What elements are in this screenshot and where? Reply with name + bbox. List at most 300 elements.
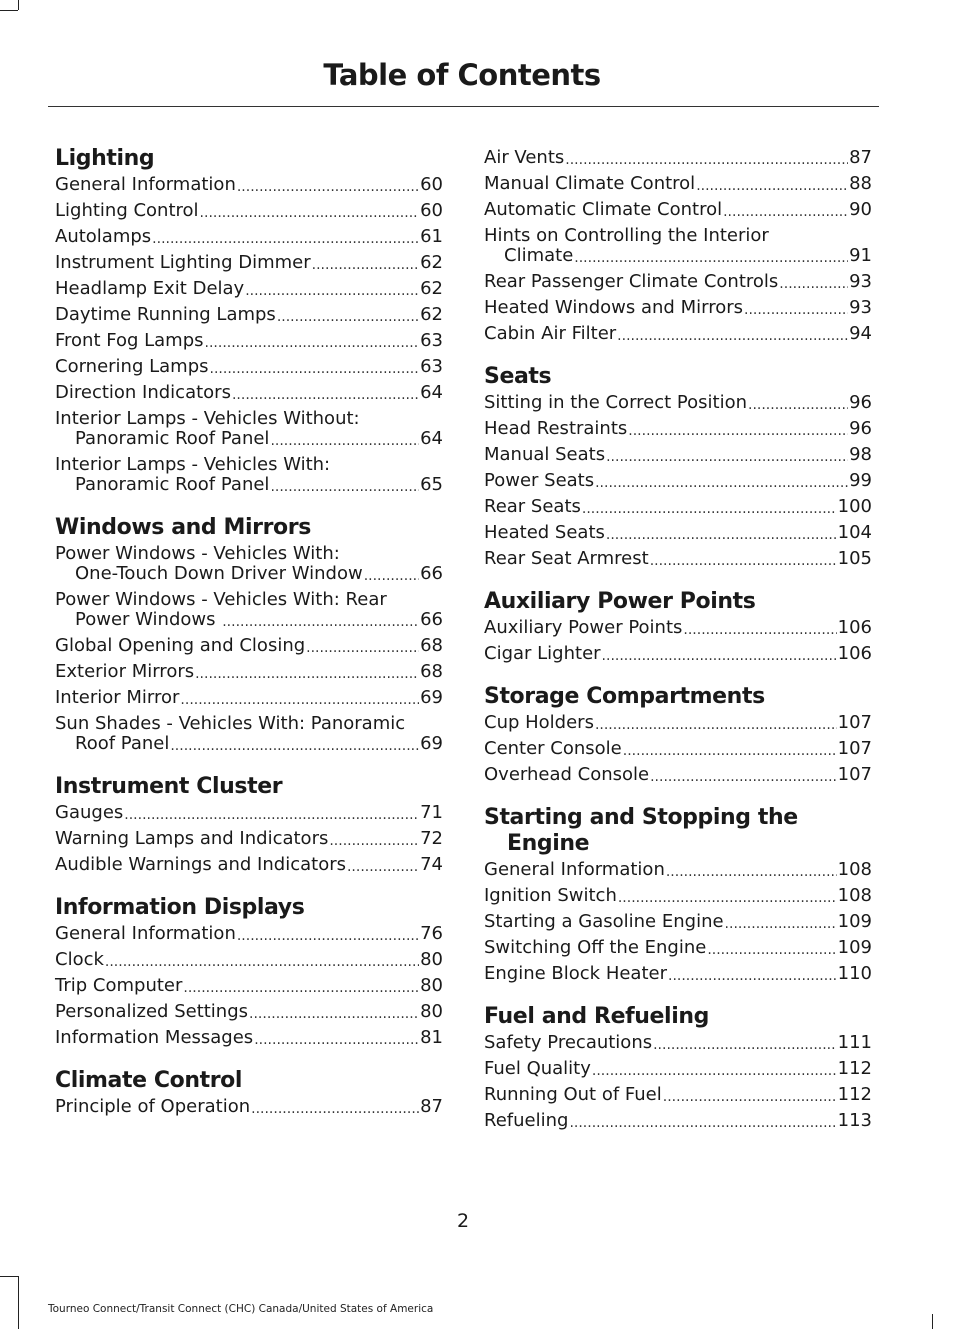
section-heading <box>55 1068 443 1094</box>
toc-entry-page-number: 80 <box>420 949 443 970</box>
toc-entry-label: Headlamp Exit Delay <box>55 278 245 299</box>
toc-entry-page-number: 66 <box>420 563 443 584</box>
toc-entry-page-number: 61 <box>420 226 443 247</box>
dot-leader <box>270 433 419 449</box>
section-heading <box>484 589 872 615</box>
toc-entry-line <box>55 455 443 475</box>
toc-entry-label: Air Vents <box>484 147 565 168</box>
toc-entry-page-number: 107 <box>837 738 872 759</box>
toc-entry[interactable] <box>55 305 443 325</box>
toc-entry-label: Power Windows - Vehicles With: <box>55 543 340 564</box>
toc-entry-line <box>55 924 443 944</box>
toc-entry-label: Sun Shades - Vehicles With: Panoramic <box>55 713 406 734</box>
toc-entry-label: Heated Windows and Mirrors <box>484 297 743 318</box>
toc-entry-line <box>484 1033 872 1053</box>
toc-entry-page-number: 60 <box>420 174 443 195</box>
toc-entry-page-number: 113 <box>837 1110 872 1131</box>
toc-entry-page-number: 76 <box>420 923 443 944</box>
toc-entry[interactable] <box>55 636 443 656</box>
toc-entry-page-number: 109 <box>837 911 872 932</box>
dot-leader <box>650 769 837 785</box>
toc-entry-line <box>484 912 872 932</box>
toc-entry[interactable] <box>484 860 872 880</box>
toc-entry[interactable] <box>55 544 443 584</box>
dot-leader <box>200 205 420 221</box>
toc-entry-label: Rear Seats <box>484 496 581 517</box>
toc-entry-label: Clock <box>55 949 104 970</box>
toc-entry-line <box>484 445 872 465</box>
toc-entry-line <box>484 938 872 958</box>
dot-leader <box>347 859 419 875</box>
toc-entry-label: Principle of Operation <box>55 1096 251 1117</box>
toc-entry-line <box>55 855 443 875</box>
toc-entry[interactable] <box>55 357 443 377</box>
toc-entry-label: Cup Holders <box>484 712 594 733</box>
toc-entry-line <box>484 226 872 246</box>
toc-entry-label: Daytime Running Lamps <box>55 304 276 325</box>
toc-entry-label: Interior Lamps - Vehicles With: <box>55 454 331 475</box>
toc-entry[interactable] <box>484 272 872 292</box>
section-heading <box>55 515 443 541</box>
toc-entry-label: Information Messages <box>55 1027 254 1048</box>
crop-mark <box>18 0 19 10</box>
toc-entry-label: Exterior Mirrors <box>55 661 195 682</box>
toc-entry[interactable] <box>55 175 443 195</box>
toc-entry-label: Lighting Control <box>55 200 199 221</box>
toc-entry-line <box>484 860 872 880</box>
dot-leader <box>270 479 419 495</box>
section-heading-text: Auxiliary Power Points <box>484 589 756 614</box>
toc-entry-line <box>484 200 872 220</box>
dot-leader <box>683 622 836 638</box>
toc-entry-label: Manual Seats <box>484 444 606 465</box>
dot-leader <box>595 475 848 491</box>
toc-entry-page-number: 91 <box>849 245 872 266</box>
section-heading-text: Instrument Cluster <box>55 774 283 799</box>
toc-entry-page-number: 63 <box>420 330 443 351</box>
toc-entry-line <box>55 1097 443 1117</box>
toc-entry-line <box>55 662 443 682</box>
section-heading <box>55 895 443 921</box>
toc-entry-line <box>55 227 443 247</box>
toc-entry[interactable] <box>55 590 443 630</box>
toc-entry-label: Center Console <box>484 738 622 759</box>
toc-entry[interactable] <box>484 445 872 465</box>
toc-entry[interactable] <box>55 455 443 495</box>
toc-entry-label: Engine Block Heater <box>484 963 667 984</box>
toc-entry-label: Refueling <box>484 1110 569 1131</box>
toc-entry-line <box>55 253 443 273</box>
toc-entry[interactable] <box>55 950 443 970</box>
toc-entry-label: Gauges <box>55 802 124 823</box>
toc-entry[interactable] <box>55 409 443 449</box>
toc-entry-label: Auxiliary Power Points <box>484 617 683 638</box>
toc-entry-label: Audible Warnings and Indicators <box>55 854 346 875</box>
toc-entry-line <box>55 734 443 754</box>
toc-section-information-displays <box>55 895 443 1048</box>
toc-section-seats <box>484 364 872 569</box>
dot-leader <box>617 328 848 344</box>
toc-entry-line <box>55 331 443 351</box>
dot-leader <box>249 1006 419 1022</box>
dot-leader <box>205 335 420 351</box>
toc-entry-line <box>55 1002 443 1022</box>
section-heading-text: Windows and Mirrors <box>55 515 311 540</box>
toc-entry-page-number: 62 <box>420 278 443 299</box>
toc-entry-line <box>55 688 443 708</box>
toc-entry-line <box>484 246 872 266</box>
toc-entry-label: Autolamps <box>55 226 152 247</box>
section-heading <box>55 774 443 800</box>
toc-entry-label: Ignition Switch <box>484 885 617 906</box>
section-heading <box>484 684 872 710</box>
toc-entry-line <box>484 713 872 733</box>
toc-entry-page-number: 64 <box>420 382 443 403</box>
toc-entry-line <box>55 610 443 630</box>
dot-leader <box>170 738 419 754</box>
toc-entry-line <box>484 148 872 168</box>
toc-entry-page-number: 87 <box>849 147 872 168</box>
dot-leader <box>312 257 419 273</box>
toc-entry-line <box>55 564 443 584</box>
toc-entry-label: Running Out of Fuel <box>484 1084 662 1105</box>
toc-entry-page-number: 112 <box>837 1058 872 1079</box>
toc-entry-page-number: 74 <box>420 854 443 875</box>
toc-entry[interactable] <box>484 713 872 733</box>
toc-entry[interactable] <box>55 253 443 273</box>
toc-entry-page-number: 106 <box>837 617 872 638</box>
toc-entry-page-number: 109 <box>837 937 872 958</box>
toc-section-starting-and-stopping-the <box>484 805 872 984</box>
toc-entry[interactable] <box>484 419 872 439</box>
dot-leader <box>602 648 837 664</box>
toc-entry-label: Rear Passenger Climate Controls <box>484 271 779 292</box>
dot-leader <box>251 1101 419 1117</box>
toc-entry-label: Cigar Lighter <box>484 643 601 664</box>
toc-entry-page-number: 108 <box>837 859 872 880</box>
toc-entry-label: Cabin Air Filter <box>484 323 617 344</box>
toc-entry-line <box>484 549 872 569</box>
toc-entry[interactable] <box>484 174 872 194</box>
toc-entry[interactable] <box>484 324 872 344</box>
toc-entry-label: Sitting in the Correct Position <box>484 392 747 413</box>
toc-entry[interactable] <box>484 226 872 266</box>
toc-entry-line <box>55 475 443 495</box>
toc-entry-line <box>55 279 443 299</box>
toc-entry-label: Warning Lamps and Indicators <box>55 828 329 849</box>
toc-entry-page-number: 81 <box>420 1027 443 1048</box>
toc-entry[interactable] <box>55 976 443 996</box>
toc-entry-page-number: 65 <box>420 474 443 495</box>
toc-entry[interactable] <box>55 714 443 754</box>
toc-entry-page-number: 64 <box>420 428 443 449</box>
section-heading-text: Seats <box>484 364 552 389</box>
toc-entry-label: Personalized Settings <box>55 1001 249 1022</box>
toc-entry-line <box>55 544 443 564</box>
toc-entry-line <box>484 523 872 543</box>
toc-entry[interactable] <box>484 200 872 220</box>
toc-entry-page-number: 96 <box>849 418 872 439</box>
toc-entry-label: One-Touch Down Driver Window <box>75 563 363 584</box>
toc-entry[interactable] <box>55 803 443 823</box>
toc-entry[interactable] <box>484 393 872 413</box>
toc-entry-page-number: 69 <box>420 733 443 754</box>
toc-entry[interactable] <box>484 739 872 759</box>
toc-entry-label: Panoramic Roof Panel <box>75 474 270 495</box>
dot-leader <box>628 423 848 439</box>
toc-entry-line <box>55 714 443 734</box>
toc-entry-page-number: 87 <box>420 1096 443 1117</box>
toc-entry-page-number: 100 <box>837 496 872 517</box>
toc-section <box>484 148 872 344</box>
toc-entry[interactable] <box>484 298 872 318</box>
page-title: Table of Contents <box>323 58 601 92</box>
toc-entry-label: Starting a Gasoline Engine <box>484 911 724 932</box>
toc-entry[interactable] <box>55 829 443 849</box>
toc-entry[interactable] <box>55 1097 443 1117</box>
toc-entry[interactable] <box>484 644 872 664</box>
toc-entry[interactable] <box>484 964 872 984</box>
toc-entry-label: General Information <box>484 859 665 880</box>
section-heading <box>484 805 872 857</box>
toc-entry-line <box>55 383 443 403</box>
dot-leader <box>592 1063 837 1079</box>
toc-entry-label: Safety Precautions <box>484 1032 653 1053</box>
toc-entry[interactable] <box>484 886 872 906</box>
toc-entry-line <box>484 644 872 664</box>
toc-entry-line <box>55 829 443 849</box>
toc-entry[interactable] <box>55 383 443 403</box>
toc-entry[interactable] <box>484 1033 872 1053</box>
toc-entry-page-number: 68 <box>420 661 443 682</box>
dot-leader <box>668 968 837 984</box>
toc-entry-page-number: 107 <box>837 712 872 733</box>
toc-entry[interactable] <box>55 688 443 708</box>
toc-entry-label: Front Fog Lamps <box>55 330 204 351</box>
toc-entry-line <box>484 765 872 785</box>
toc-entry-label: Interior Mirror <box>55 687 180 708</box>
dot-leader <box>618 890 837 906</box>
dot-leader <box>183 980 419 996</box>
toc-entry-label: Direction Indicators <box>55 382 231 403</box>
toc-entry[interactable] <box>484 523 872 543</box>
toc-entry-page-number: 112 <box>837 1084 872 1105</box>
dot-leader <box>623 743 837 759</box>
toc-entry[interactable] <box>484 471 872 491</box>
crop-mark <box>932 1314 933 1329</box>
toc-entry-line <box>484 1111 872 1131</box>
dot-leader <box>210 361 420 377</box>
toc-entry-line <box>55 201 443 221</box>
toc-entry-label: Climate <box>504 245 574 266</box>
toc-entry[interactable] <box>55 1002 443 1022</box>
toc-entry-label: Global Opening and Closing <box>55 635 306 656</box>
toc-entry[interactable] <box>484 618 872 638</box>
toc-entry[interactable] <box>484 1085 872 1105</box>
dot-leader <box>707 942 836 958</box>
toc-entry[interactable] <box>484 1111 872 1131</box>
crop-mark <box>18 1276 19 1329</box>
toc-entry[interactable] <box>484 549 872 569</box>
toc-section-fuel-and-refueling <box>484 1004 872 1131</box>
dot-leader <box>105 954 419 970</box>
dot-leader <box>329 833 419 849</box>
toc-entry[interactable] <box>484 912 872 932</box>
toc-entry-label: Power Windows - Vehicles With: Rear <box>55 589 387 610</box>
toc-entry-label: General Information <box>55 174 236 195</box>
toc-entry-page-number: 80 <box>420 975 443 996</box>
toc-entry-page-number: 90 <box>849 199 872 220</box>
toc-entry-label: Automatic Climate Control <box>484 199 723 220</box>
section-heading-text: Climate Control <box>55 1068 243 1093</box>
toc-entry-page-number: 106 <box>837 643 872 664</box>
dot-leader <box>723 204 848 220</box>
toc-section-windows-and-mirrors <box>55 515 443 754</box>
toc-entry-page-number: 63 <box>420 356 443 377</box>
dot-leader <box>364 568 419 584</box>
dot-leader <box>245 283 419 299</box>
toc-entry-line <box>55 976 443 996</box>
section-heading-text: Information Displays <box>55 895 305 920</box>
toc-entry-page-number: 62 <box>420 304 443 325</box>
toc-entry-line <box>484 298 872 318</box>
section-heading-text-continued: Engine <box>507 831 590 856</box>
toc-section-instrument-cluster <box>55 774 443 875</box>
toc-entry-line <box>55 950 443 970</box>
toc-entry-line <box>484 393 872 413</box>
dot-leader <box>306 640 419 656</box>
toc-entry-line <box>55 429 443 449</box>
toc-entry-label: Overhead Console <box>484 764 650 785</box>
dot-leader <box>565 152 848 168</box>
dot-leader <box>666 864 837 880</box>
section-heading-text: Storage Compartments <box>484 684 765 709</box>
title-rule <box>48 106 879 107</box>
toc-entry[interactable] <box>55 924 443 944</box>
toc-entry-page-number: 104 <box>837 522 872 543</box>
toc-entry-page-number: 72 <box>420 828 443 849</box>
dot-leader <box>222 614 419 630</box>
toc-entry-line <box>55 1028 443 1048</box>
toc-entry-page-number: 96 <box>849 392 872 413</box>
dot-leader <box>195 666 419 682</box>
toc-entry-line <box>484 618 872 638</box>
toc-right-column <box>484 146 872 1151</box>
toc-section-lighting <box>55 146 443 495</box>
dot-leader <box>124 807 419 823</box>
toc-entry-line <box>484 1085 872 1105</box>
toc-entry-label: Instrument Lighting Dimmer <box>55 252 311 273</box>
toc-entry[interactable] <box>55 331 443 351</box>
dot-leader <box>663 1089 837 1105</box>
section-heading <box>484 364 872 390</box>
toc-entry[interactable] <box>55 201 443 221</box>
toc-entry-label: Power Seats <box>484 470 595 491</box>
toc-entry[interactable] <box>55 662 443 682</box>
dot-leader <box>152 231 419 247</box>
dot-leader <box>606 449 848 465</box>
toc-entry-label: Manual Climate Control <box>484 173 696 194</box>
toc-entry-line <box>484 1059 872 1079</box>
section-heading-text: Fuel and Refueling <box>484 1004 709 1029</box>
section-heading <box>484 1004 872 1030</box>
toc-entry-label: Fuel Quality <box>484 1058 591 1079</box>
dot-leader <box>574 250 848 266</box>
dot-leader <box>180 692 419 708</box>
toc-entry-line <box>55 803 443 823</box>
toc-entry-line <box>484 272 872 292</box>
toc-entry-page-number: 93 <box>849 297 872 318</box>
page-number: 2 <box>456 1210 470 1232</box>
toc-section-storage-compartments <box>484 684 872 785</box>
dot-leader <box>653 1037 837 1053</box>
dot-leader <box>582 501 837 517</box>
toc-entry-page-number: 107 <box>837 764 872 785</box>
dot-leader <box>725 916 837 932</box>
toc-entry-page-number: 60 <box>420 200 443 221</box>
toc-entry-line <box>484 324 872 344</box>
dot-leader <box>254 1032 419 1048</box>
section-heading-text: Starting and Stopping the <box>484 805 798 830</box>
toc-entry-line <box>55 305 443 325</box>
toc-entry-line <box>55 590 443 610</box>
toc-entry-page-number: 98 <box>849 444 872 465</box>
crop-mark <box>0 10 18 11</box>
toc-entry-line <box>484 739 872 759</box>
toc-entry-page-number: 80 <box>420 1001 443 1022</box>
toc-entry-label: Roof Panel <box>75 733 170 754</box>
toc-entry-page-number: 108 <box>837 885 872 906</box>
toc-entry[interactable] <box>484 148 872 168</box>
toc-entry-line <box>484 886 872 906</box>
toc-entry[interactable] <box>484 938 872 958</box>
toc-entry[interactable] <box>55 227 443 247</box>
toc-entry[interactable] <box>55 1028 443 1048</box>
toc-entry-label: Heated Seats <box>484 522 605 543</box>
toc-entry-page-number: 71 <box>420 802 443 823</box>
toc-entry-label: Switching Off the Engine <box>484 937 707 958</box>
toc-entry-page-number: 68 <box>420 635 443 656</box>
toc-section-climate-control <box>55 1068 443 1117</box>
dot-leader <box>748 397 848 413</box>
toc-entry[interactable] <box>484 765 872 785</box>
dot-leader <box>569 1115 836 1131</box>
toc-entry-page-number: 88 <box>849 173 872 194</box>
dot-leader <box>696 178 848 194</box>
toc-entry-label: Trip Computer <box>55 975 183 996</box>
toc-entry-page-number: 66 <box>420 609 443 630</box>
toc-entry-page-number: 94 <box>849 323 872 344</box>
crop-mark <box>0 1276 18 1277</box>
toc-entry[interactable] <box>484 1059 872 1079</box>
toc-entry[interactable] <box>484 497 872 517</box>
toc-entry-line <box>484 497 872 517</box>
toc-entry-line <box>55 357 443 377</box>
footer-text: Tourneo Connect/Transit Connect (CHC) Canada/United States of America <box>48 1303 434 1315</box>
toc-entry-page-number: 69 <box>420 687 443 708</box>
section-heading-text: Lighting <box>55 146 155 171</box>
toc-entry-line <box>484 174 872 194</box>
toc-entry[interactable] <box>55 279 443 299</box>
toc-entry-page-number: 105 <box>837 548 872 569</box>
dot-leader <box>237 179 419 195</box>
dot-leader <box>237 928 419 944</box>
toc-entry-page-number: 111 <box>837 1032 872 1053</box>
toc-entry-line <box>484 471 872 491</box>
section-heading <box>55 146 443 172</box>
toc-entry-page-number: 99 <box>849 470 872 491</box>
toc-entry[interactable] <box>55 855 443 875</box>
